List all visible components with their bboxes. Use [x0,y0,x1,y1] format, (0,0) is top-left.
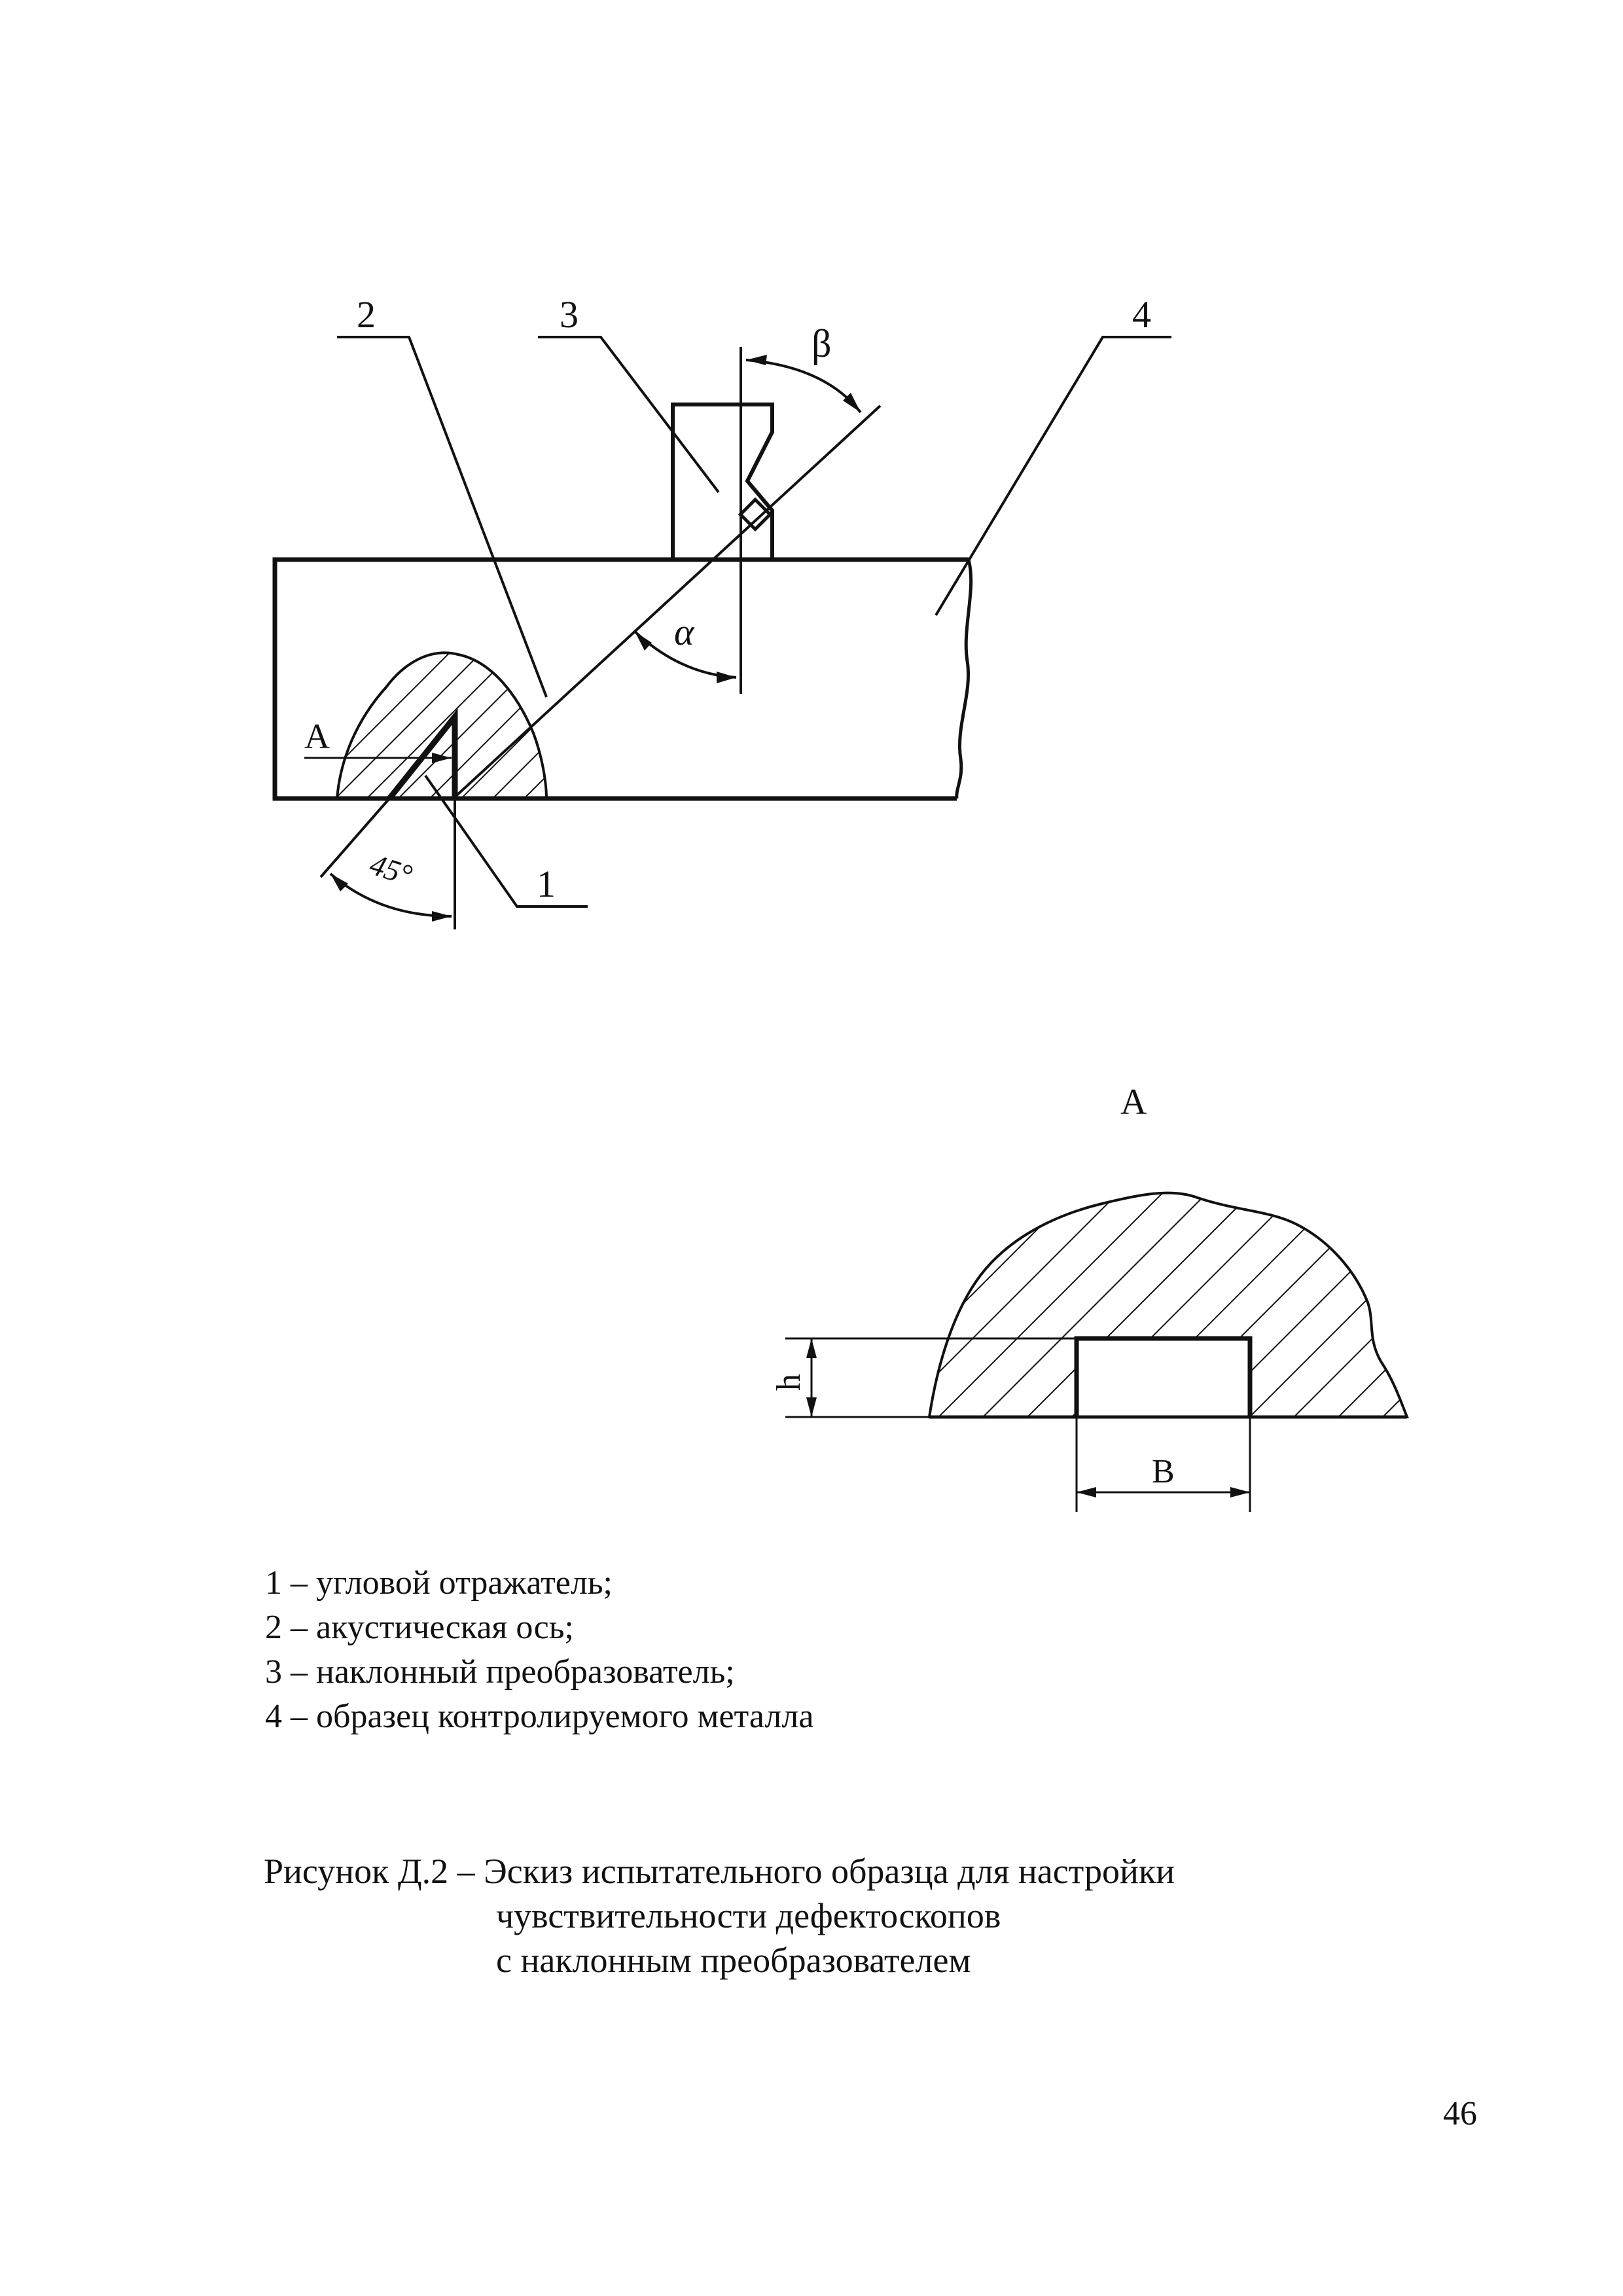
angle-probe [673,404,772,560]
beta-label: β [812,322,832,365]
callout-2: 2 [357,293,376,336]
legend-item-3: 3 – наклонный преобразователь; [265,1653,735,1691]
dimension-h-label: h [770,1374,808,1391]
caption-line-3: с наклонным преобразователем [496,1941,971,1980]
caption-line-1: Рисунок Д.2 – Эскиз испытательного образца для настройки [264,1852,1175,1891]
detail-title: А [1120,1082,1147,1122]
legend-item-1: 1 – угловой отражатель; [265,1564,613,1602]
callout-3: 3 [560,293,579,336]
leader-lines [337,337,1171,906]
callout-4: 4 [1132,293,1151,336]
detail-hatched-region [929,1193,1407,1417]
legend-item-4: 4 – образец контролируемого металла [265,1698,814,1735]
legend [265,1561,813,1739]
figure-caption [264,1849,1175,1982]
hatched-zone [337,653,546,798]
page-number: 46 [1443,2095,1477,2132]
figure-main-sketch [0,0,1623,982]
legend-item-2: 2 – акустическая ось; [265,1609,574,1646]
dimension-b-label: B [1152,1453,1175,1490]
acoustic-axis [457,406,880,795]
section-marker-label: A [304,717,330,756]
caption-line-2: чувствительности дефектоскопов [496,1896,1001,1935]
alpha-label: α [674,611,694,653]
angle-45-label: 45° [365,847,417,892]
callout-1: 1 [537,863,556,905]
detail-notch [1077,1338,1250,1417]
figure-detail-a [0,1014,1623,1604]
